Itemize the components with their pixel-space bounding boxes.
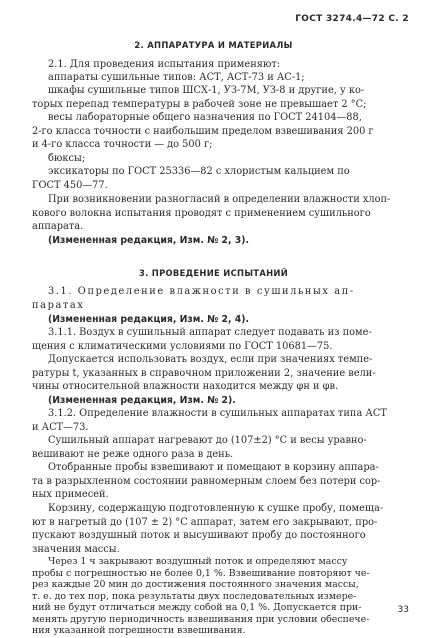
section-3-title: 3. ПРОВЕДЕНИЕ ИСПЫТАНИЙ xyxy=(138,268,289,278)
paragraph: При возникновении разногласий в определении влажности хлоп- кового волокна испытания проводят с применением сушильного аппарата. xyxy=(32,194,391,233)
amendment-note: (Измененная редакция, Изм. № 2). xyxy=(48,395,236,406)
paragraph: Корзину, содержащую подготовленную к сушке пробу, помеща- ют в нагретый до (107 ± 2) °С аппарат, затем его закрывают, про- пускают воздушный поток и высушивают пробу до постоянного значения массы. xyxy=(32,503,384,555)
subsection-title: 3.1. Определение влажности в сушильных ап- паратах xyxy=(32,286,355,311)
section-2-title: 2. АППАРАТУРА И МАТЕРИАЛЫ xyxy=(134,40,293,50)
paragraph: эксикаторы по ГОСТ 25336—82 с хлористым кальцием по ГОСТ 450—77. xyxy=(32,166,350,191)
paragraph: Допускается использовать воздух, если при значениях темпе- ратуры t, указанных в справочном приложении 2, значение вели- чины относительной влажности находится между φн и φв. xyxy=(32,354,376,393)
paragraph: бюксы; xyxy=(48,153,86,164)
paragraph: 2.1. Для проведения испытания применяют: xyxy=(48,59,281,70)
page-number: 33 xyxy=(397,605,409,615)
paragraph: Через 1 ч закрывают воздушный поток и определяют массу пробы с погрешностью не более 0,1 %. Взвешивание повторяют че- рез каждые 20 мин до достижения постоянного значения массы, т. е. до тех пор, пока результаты двух последовательных измере- ний не будут отличаться между собой на 0,1 %. Допускается при- менять другую периодичность взвешивания при условии обеспече- ния указанной погрешности взвешивания. xyxy=(32,556,370,636)
running-header: ГОСТ 3274.4—72 С. 2 xyxy=(295,14,409,24)
paragraph: Сушильный аппарат нагревают до (107±2) °С и весы уравно- вешивают не реже одного раза в день. xyxy=(32,435,367,460)
paragraph: 3.1.2. Определение влажности в сушильных аппаратах типа АСТ и АСТ—73. xyxy=(32,408,387,433)
amendment-note: (Измененная редакция, Изм. № 2, 3). xyxy=(48,235,250,246)
paragraph: шкафы сушильные типов ШСХ-1, УЗ-7М, УЗ-8 и другие, у ко- торых перепад температуры в рабочей зоне не превышает 2 °С; xyxy=(32,85,367,110)
amendment-note: (Измененная редакция, Изм. № 2, 4). xyxy=(48,314,250,325)
paragraph: 3.1.1. Воздух в сушильный аппарат следует подавать из поме- щения с климатическими условиями по ГОСТ 10681—75. xyxy=(32,327,372,352)
paragraph: Отобранные пробы взвешивают и помещают в корзину аппара- та в разрыхленном состоянии равномерным слоем без потери сор- ных примесей. xyxy=(32,462,381,501)
paragraph: аппараты сушильные типов: АСТ, АСТ-73 и АС-1; xyxy=(48,72,305,83)
paragraph: весы лабораторные общего назначения по ГОСТ 24104—88, 2-го класса точности с наибольшим пределом взвешивания 200 г и 4-го класса точности — до 500 г; xyxy=(32,112,374,151)
